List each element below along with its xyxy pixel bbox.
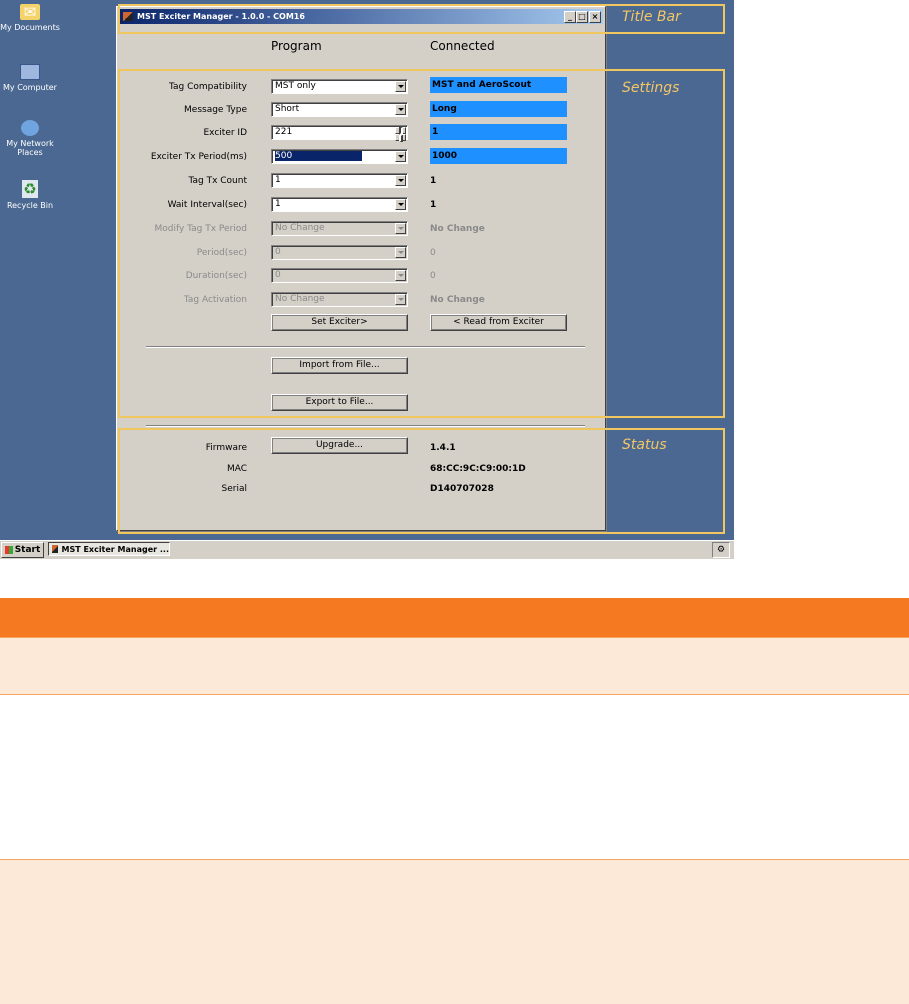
- modify-tag-tx-period-connected-value: No Change: [430, 224, 485, 234]
- taskbar-item-label: MST Exciter Manager ...: [61, 544, 169, 554]
- computer-icon: [20, 64, 40, 80]
- desktop-icon-my-network-places[interactable]: [0, 120, 62, 157]
- serial-value: D140707028: [430, 484, 494, 494]
- taskbar: [0, 540, 734, 559]
- select-value: No Change: [275, 294, 325, 304]
- duration-connected-value: 0: [430, 271, 436, 281]
- network-icon: [21, 120, 39, 136]
- wait-interval-label: Wait Interval(sec): [167, 200, 247, 210]
- tag-activation-connected-value: No Change: [430, 295, 485, 305]
- desktop-icon-my-computer[interactable]: [0, 64, 62, 92]
- window-title: MST Exciter Manager - 1.0.0 - COM16: [137, 12, 305, 21]
- desktop-icon-label: My Network Places: [6, 139, 54, 157]
- tag-tx-count-connected-value: 1: [430, 176, 437, 186]
- select-value: Short: [275, 104, 300, 114]
- duration-label: Duration(sec): [185, 271, 247, 281]
- select-value: 1: [275, 175, 281, 185]
- message-type-label: Message Type: [184, 105, 247, 115]
- mac-label: MAC: [226, 464, 247, 474]
- start-button[interactable]: [1, 542, 44, 558]
- select-value: 0: [275, 247, 281, 257]
- upgrade-button[interactable]: Upgrade...: [271, 437, 408, 454]
- table-header: [0, 598, 909, 637]
- table-row: [0, 637, 909, 694]
- select-value: MST only: [275, 81, 316, 91]
- settings-annotation-label: Settings: [622, 80, 680, 96]
- table-row: [0, 694, 909, 859]
- set-exciter-button[interactable]: Set Exciter>: [271, 314, 408, 331]
- folder-icon: ✉: [20, 4, 40, 20]
- desktop-icon-my-documents[interactable]: [0, 4, 62, 32]
- exciter-id-connected-value: 1: [430, 124, 567, 140]
- wait-interval-connected-value: 1: [430, 200, 437, 210]
- tray-icon[interactable]: ⚙: [712, 542, 730, 558]
- desktop-icon-label: My Computer: [3, 83, 57, 92]
- exciter-tx-period-label: Exciter Tx Period(ms): [150, 152, 247, 162]
- message-type-connected-value: Long: [430, 101, 567, 117]
- tag-activation-label: Tag Activation: [183, 295, 247, 305]
- exciter-tx-period-connected-value: 1000: [430, 148, 567, 164]
- app-icon: [52, 545, 58, 553]
- import-from-file-button[interactable]: Import from File...: [271, 357, 408, 374]
- modify-tag-tx-period-label: Modify Tag Tx Period: [154, 224, 247, 234]
- settings-annotation-box: [118, 69, 725, 418]
- connected-column-header: Connected: [430, 39, 495, 53]
- tag-tx-count-label: Tag Tx Count: [188, 176, 247, 186]
- select-value: No Change: [275, 223, 325, 233]
- select-value: 0: [275, 270, 281, 280]
- taskbar-item-mst-exciter-manager[interactable]: [48, 542, 170, 556]
- tag-compatibility-connected-value: MST and AeroScout: [430, 77, 567, 93]
- select-value: 1: [275, 199, 281, 209]
- close-button[interactable]: ×: [589, 11, 601, 23]
- tag-compatibility-label: Tag Compatibility: [169, 82, 247, 92]
- desktop-icon-label: My Documents: [0, 23, 60, 32]
- spinner-value: 221: [275, 127, 293, 137]
- recycle-bin-icon: ♻: [23, 179, 37, 198]
- desktop: [0, 0, 734, 540]
- minimize-button[interactable]: _: [564, 11, 576, 23]
- windows-logo-icon: [5, 546, 13, 554]
- select-value: 500: [275, 151, 362, 161]
- separator: [146, 425, 585, 427]
- desktop-icon-recycle-bin[interactable]: [0, 180, 62, 210]
- program-column-header: Program: [271, 39, 322, 53]
- mac-value: 68:CC:9C:C9:00:1D: [430, 464, 526, 474]
- period-connected-value: 0: [430, 248, 436, 258]
- firmware-value: 1.4.1: [430, 443, 456, 453]
- read-from-exciter-button[interactable]: < Read from Exciter: [430, 314, 567, 331]
- start-label: Start: [14, 545, 41, 555]
- exciter-id-label: Exciter ID: [203, 128, 247, 138]
- period-label: Period(sec): [196, 248, 247, 258]
- desktop-icon-label: Recycle Bin: [6, 201, 54, 210]
- serial-label: Serial: [221, 484, 247, 494]
- export-to-file-button[interactable]: Export to File...: [271, 394, 408, 411]
- firmware-label: Firmware: [205, 443, 247, 453]
- status-annotation-label: Status: [622, 437, 667, 453]
- maximize-button[interactable]: □: [576, 11, 588, 23]
- table-row: [0, 859, 909, 1004]
- title-bar-annotation-label: Title Bar: [622, 9, 681, 25]
